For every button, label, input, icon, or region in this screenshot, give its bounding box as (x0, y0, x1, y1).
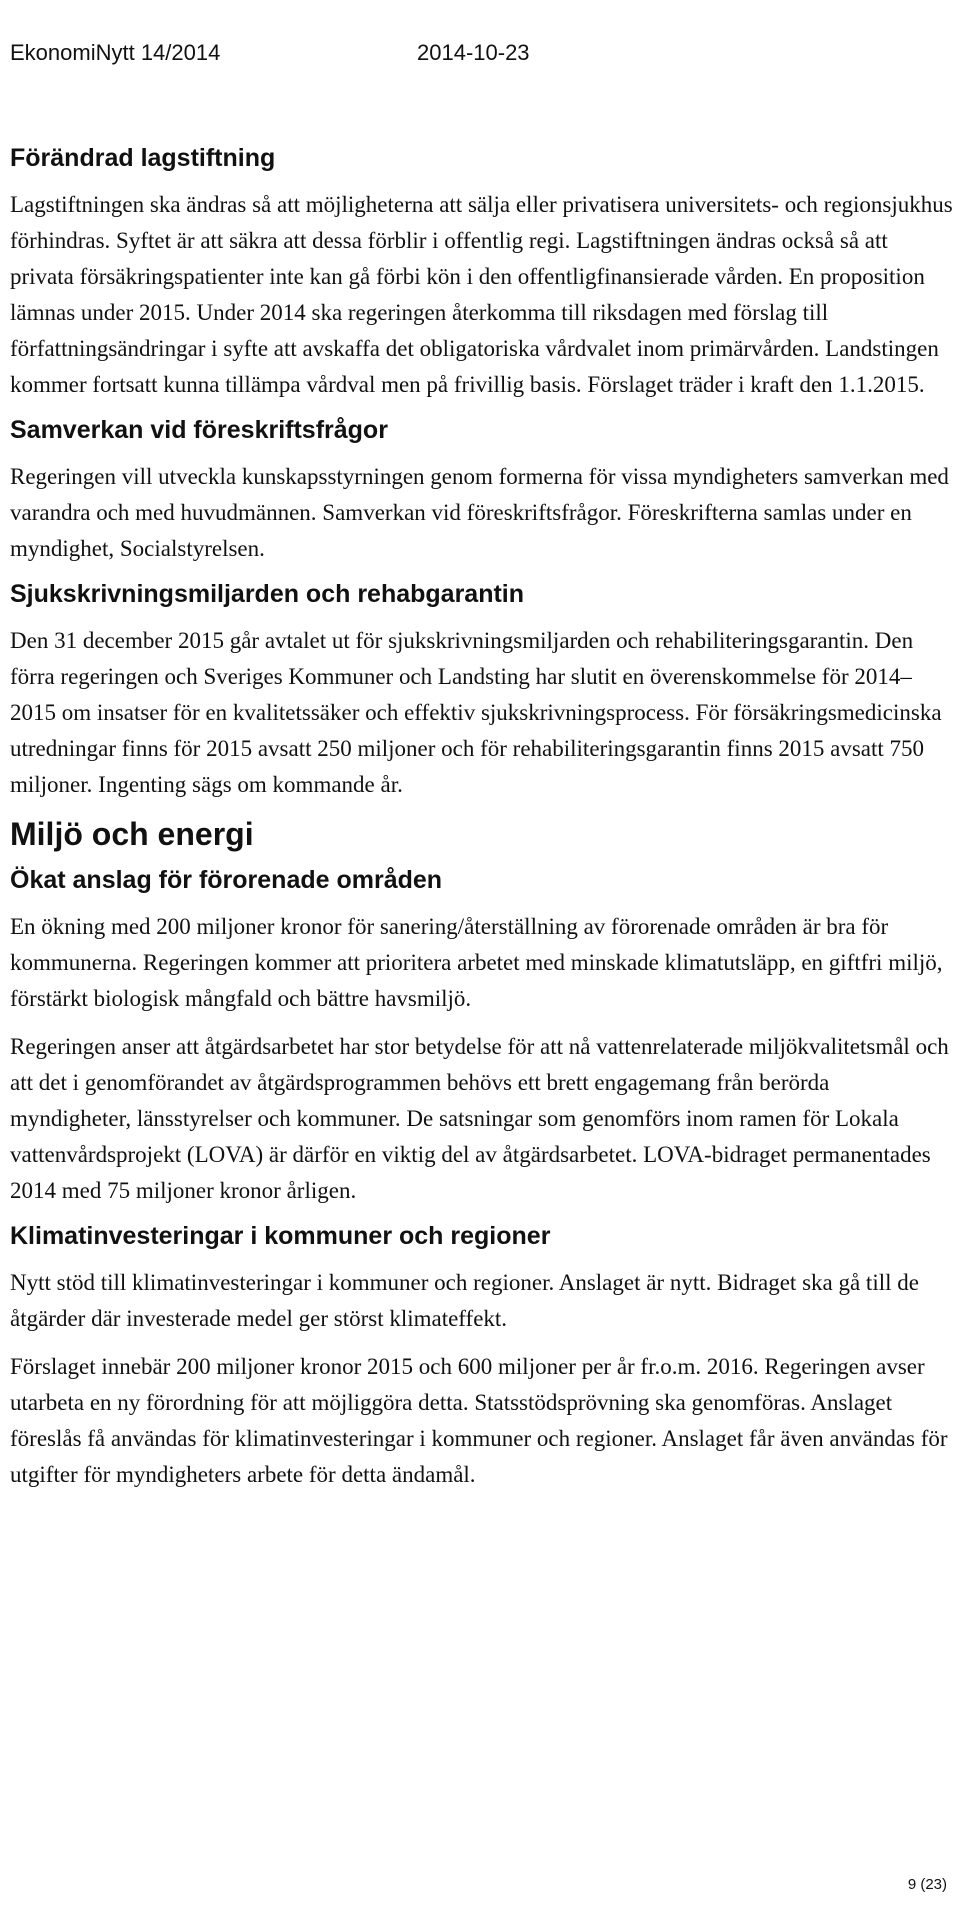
section-heading-lagstiftning: Förändrad lagstiftning (10, 144, 276, 172)
section-heading-fororenade: Ökat anslag för förorenade områden (10, 866, 443, 894)
section-paragraph: Regeringen anser att åtgärdsarbetet har stor betydelse för att nå vattenrelaterade miljökvalitetsmål och att det i genomförandet av åtgärdsprogrammen behövs ett brett engagemang från berörda myndigheter, länsstyrelser och kommuner. De satsningar som genomförs inom ramen för Lokala vattenvårdsprojekt (LOVA) är därför en viktig del av åtgärdsarbetet. LOVA-bidraget permanentades 2014 med 75 miljoner kronor årligen. (10, 1034, 949, 1203)
section-heading-samverkan: Samverkan vid föreskriftsfrågor (10, 416, 388, 444)
page-number: 9 (23) (907, 1876, 947, 1893)
section-paragraph: Regeringen vill utveckla kunskapsstyrningen genom formerna för vissa myndigheters samverkan med varandra och med huvudmännen. Samverkan vid föreskriftsfrågor. Föreskrifterna samlas under en myndighet, Socialstyrelsen. (10, 464, 949, 561)
publication-date: 2014-10-23 (417, 40, 530, 65)
section-heading-sjukskrivning: Sjukskrivningsmiljarden och rehabgarantin (10, 580, 525, 608)
section-paragraph: En ökning med 200 miljoner kronor för sanering/återställning av förorenade områden är bra för kommunerna. Regeringen kommer att prioritera arbetet med minskade klimatutsläpp, en giftfri miljö, förstärkt biologisk mångfald och bättre havsmiljö. (10, 914, 943, 1011)
section-paragraph: Nytt stöd till klimatinvesteringar i kommuner och regioner. Anslaget är nytt. Bidraget ska gå till de åtgärder där investerade medel ger störst klimateffekt. (10, 1270, 919, 1331)
section-heading-klimat: Klimatinvesteringar i kommuner och regioner (10, 1222, 551, 1250)
section-paragraph: Förslaget innebär 200 miljoner kronor 2015 och 600 miljoner per år fr.o.m. 2016. Regeringen avser utarbeta en ny förordning för att möjliggöra detta. Statsstödsprövning ska genomföras. Anslaget föreslås få användas för klimatinvesteringar i kommuner och regioner. Anslaget får även användas för utgifter för myndigheters arbete för detta ändamål. (10, 1354, 948, 1487)
page-header (10, 40, 530, 66)
chapter-title: Miljö och energi (10, 816, 254, 852)
section-paragraph: Den 31 december 2015 går avtalet ut för sjukskrivningsmiljarden och rehabiliteringsgarantin. Den förra regeringen och Sveriges Kommuner och Landsting har slutit en överenskommelse för 2014–2015 om insatser för en kvalitetssäker och effektiv sjukskrivningsprocess. För försäkringsmedicinska utredningar finns för 2015 avsatt 250 miljoner och för rehabiliteringsgarantin finns 2015 avsatt 750 miljoner. Ingenting sägs om kommande år. (10, 628, 942, 797)
section-paragraph: Lagstiftningen ska ändras så att möjligheterna att sälja eller privatisera universitets- och regionsjukhus förhindras. Syftet är att säkra att dessa förblir i offentlig regi. Lagstiftningen ändras också så att privata försäkringspatienter inte kan gå förbi kön i den offentligfinansierade vården. En proposition lämnas under 2015. Under 2014 ska regeringen återkomma till riksdagen med förslag till författningsändringar i syfte att avskaffa det obligatoriska vårdvalet inom primärvården. Landstingen kommer fortsatt kunna tillämpa vårdval men på frivillig basis. Förslaget träder i kraft den 1.1.2015. (10, 192, 953, 397)
document-body (10, 143, 955, 1505)
publication-title: EkonomiNytt 14/2014 (10, 40, 221, 65)
